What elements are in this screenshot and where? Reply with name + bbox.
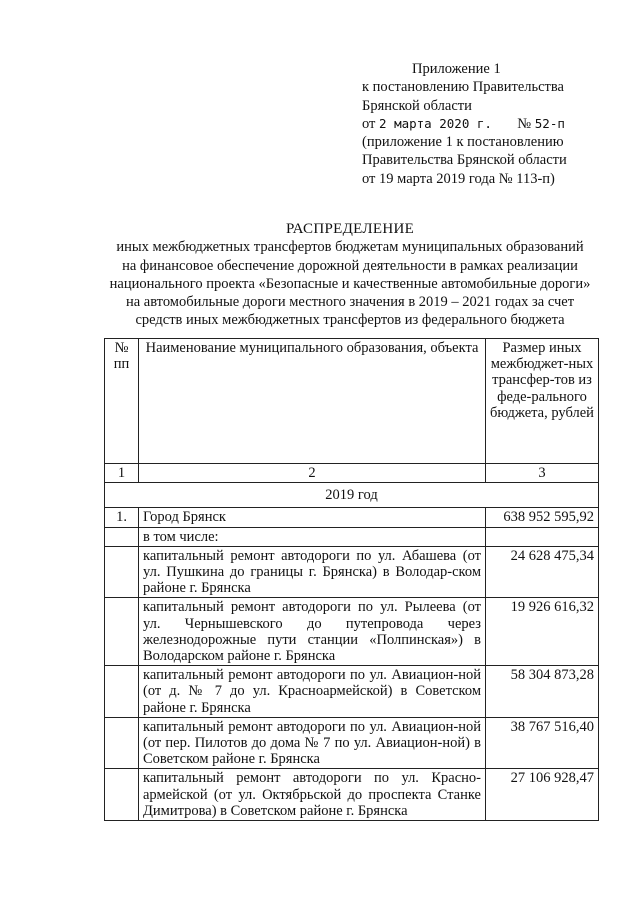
- appendix-title: Приложение 1: [412, 61, 501, 77]
- document-title: РАСПРЕДЕЛЕНИЕ: [285, 221, 415, 237]
- row-num: [105, 666, 139, 718]
- date-prefix: от: [362, 115, 376, 132]
- table-row: [105, 769, 599, 821]
- row-amount: 58 304 873,28: [486, 666, 599, 718]
- header-amount: Размер иных межбюджет-ных трансфер-тов из феде-рального бюджета, рублей: [486, 339, 599, 464]
- year-label: 2019 год: [105, 483, 599, 508]
- row-amount: [486, 527, 599, 546]
- year-row: [105, 483, 599, 508]
- number-prefix: №: [517, 115, 532, 132]
- document-heading: [95, 220, 605, 330]
- table-row: [105, 546, 599, 598]
- heading-line: на финансовое обеспечение дорожной деятельности в рамках реализации: [122, 257, 578, 274]
- row-name: капитальный ремонт автодороги по ул. Красно-армейской (от ул. Октябрьской до проспекта Станке Димитрова) в Советском районе г. Брянска: [139, 769, 486, 821]
- number-handwritten: 52-п: [534, 115, 565, 131]
- heading-line: иных межбюджетных трансфертов бюджетам муниципальных образований: [116, 239, 584, 256]
- row-name: капитальный ремонт автодороги по ул. Абашева (от ул. Пушкина до границы г. Брянска) в Володар-ском районе г. Брянска: [139, 546, 486, 598]
- appendix-line: от 19 марта 2019 года № 113-п): [362, 170, 555, 187]
- row-amount: 24 628 475,34: [486, 546, 599, 598]
- table-row: [105, 717, 599, 769]
- row-num: 1.: [105, 508, 139, 527]
- row-name: в том числе:: [139, 527, 486, 546]
- appendix-block: [362, 60, 567, 188]
- date-handwritten: 2 марта 2020 г.: [379, 115, 492, 131]
- appendix-line: Правительства Брянской области: [362, 152, 567, 169]
- colnum: 2: [139, 464, 486, 483]
- heading-line: средств иных межбюджетных трансфертов из федерального бюджета: [135, 312, 565, 329]
- row-num: [105, 598, 139, 666]
- table-header-row: [105, 339, 599, 464]
- header-name: Наименование муниципального образования, объекта: [139, 339, 486, 464]
- heading-line: на автомобильные дороги местного значения в 2019 – 2021 годах за счет: [125, 294, 575, 311]
- row-num: [105, 527, 139, 546]
- appendix-line: (приложение 1 к постановлению: [362, 134, 564, 151]
- row-name: капитальный ремонт автодороги по ул. Рылеева (от ул. Чернышевского до путепровода через железнодорожные пути станции «Полпинская») в Володарском районе г. Брянска: [139, 598, 486, 666]
- appendix-line: Брянской области: [362, 97, 472, 114]
- colnum: 1: [105, 464, 139, 483]
- row-num: [105, 717, 139, 769]
- row-num: [105, 546, 139, 598]
- table-row: [105, 508, 599, 527]
- row-amount: 38 767 516,40: [486, 717, 599, 769]
- header-num: № пп: [105, 339, 139, 464]
- appendix-line: к постановлению Правительства: [362, 79, 564, 96]
- row-amount: 638 952 595,92: [486, 508, 599, 527]
- column-numbers-row: [105, 464, 599, 483]
- table-row: [105, 666, 599, 718]
- row-amount: 27 106 928,47: [486, 769, 599, 821]
- colnum: 3: [486, 464, 599, 483]
- row-amount: 19 926 616,32: [486, 598, 599, 666]
- heading-line: национального проекта «Безопасные и качественные автомобильные дороги»: [109, 275, 591, 292]
- row-num: [105, 769, 139, 821]
- row-name: капитальный ремонт автодороги по ул. Авиацион-ной (от пер. Пилотов до дома № 7 по ул. Авиацион-ной) в Советском районе г. Брянска: [139, 717, 486, 769]
- row-name: Город Брянск: [139, 508, 486, 527]
- appendix-date-line: [362, 115, 567, 133]
- row-name: капитальный ремонт автодороги по ул. Авиацион-ной (от д. № 7 до ул. Красноармейской) в Советском районе г. Брянска: [139, 666, 486, 718]
- table-row: [105, 527, 599, 546]
- distribution-table: [104, 338, 599, 821]
- table-row: [105, 598, 599, 666]
